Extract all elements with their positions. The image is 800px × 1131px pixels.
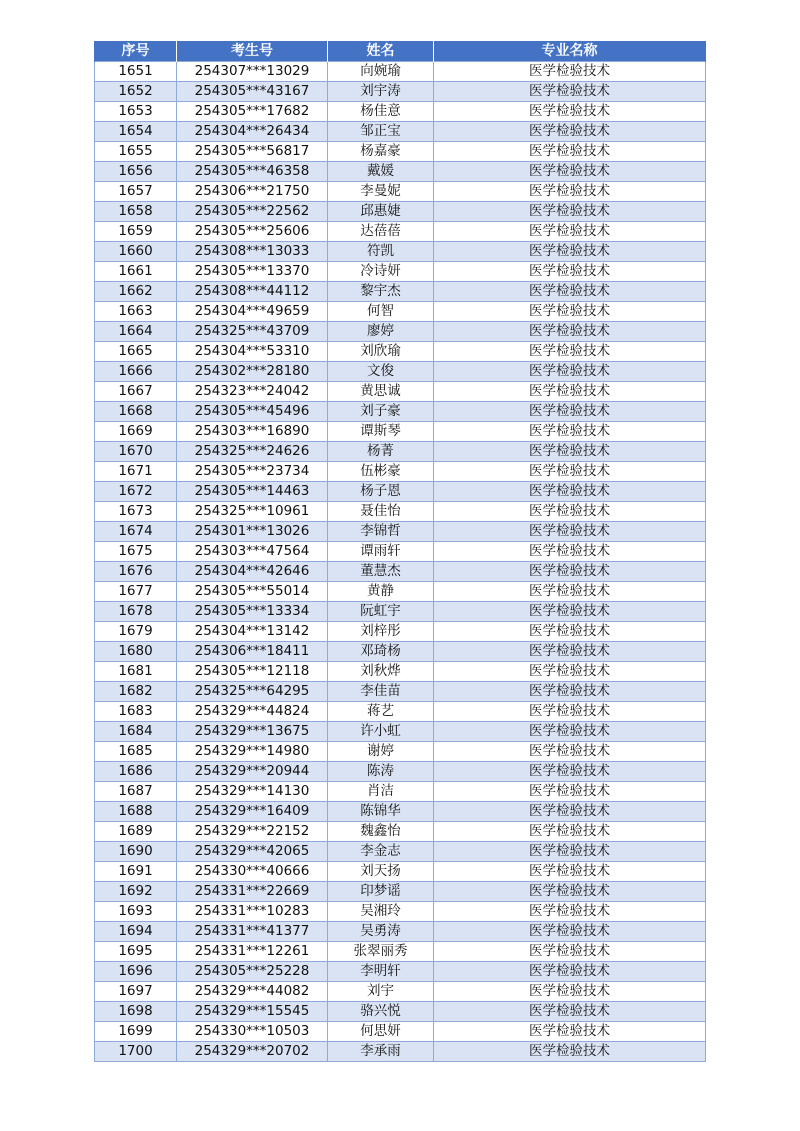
serial-number-cell: 1652 bbox=[95, 82, 177, 102]
major-cell: 医学检验技术 bbox=[434, 642, 706, 662]
candidate-number-cell: 254305***23734 bbox=[177, 462, 328, 482]
major-cell: 医学检验技术 bbox=[434, 142, 706, 162]
major-cell: 医学检验技术 bbox=[434, 882, 706, 902]
major-cell: 医学检验技术 bbox=[434, 402, 706, 422]
serial-number-cell: 1677 bbox=[95, 582, 177, 602]
table-row bbox=[95, 682, 706, 702]
major-cell: 医学检验技术 bbox=[434, 102, 706, 122]
table-header bbox=[95, 41, 706, 62]
candidate-number-cell: 254302***28180 bbox=[177, 362, 328, 382]
major-cell: 医学检验技术 bbox=[434, 602, 706, 622]
major-cell: 医学检验技术 bbox=[434, 262, 706, 282]
major-cell: 医学检验技术 bbox=[434, 82, 706, 102]
major-cell: 医学检验技术 bbox=[434, 902, 706, 922]
name-cell: 李承雨 bbox=[328, 1042, 434, 1062]
major-cell: 医学检验技术 bbox=[434, 322, 706, 342]
table-row bbox=[95, 242, 706, 262]
candidate-number-cell: 254329***14130 bbox=[177, 782, 328, 802]
candidate-number-cell: 254329***44824 bbox=[177, 702, 328, 722]
table-row bbox=[95, 882, 706, 902]
table-row bbox=[95, 622, 706, 642]
name-cell: 廖婷 bbox=[328, 322, 434, 342]
serial-number-cell: 1669 bbox=[95, 422, 177, 442]
serial-number-cell: 1666 bbox=[95, 362, 177, 382]
name-cell: 骆兴悦 bbox=[328, 1002, 434, 1022]
candidate-number-cell: 254323***24042 bbox=[177, 382, 328, 402]
candidate-number-cell: 254305***13370 bbox=[177, 262, 328, 282]
table-row bbox=[95, 982, 706, 1002]
name-cell: 杨子恩 bbox=[328, 482, 434, 502]
serial-number-cell: 1688 bbox=[95, 802, 177, 822]
header-serial-number: 序号 bbox=[95, 41, 177, 62]
table-row bbox=[95, 922, 706, 942]
major-cell: 医学检验技术 bbox=[434, 862, 706, 882]
candidate-number-cell: 254325***64295 bbox=[177, 682, 328, 702]
name-cell: 杨嘉豪 bbox=[328, 142, 434, 162]
serial-number-cell: 1660 bbox=[95, 242, 177, 262]
serial-number-cell: 1687 bbox=[95, 782, 177, 802]
name-cell: 魏鑫怡 bbox=[328, 822, 434, 842]
serial-number-cell: 1699 bbox=[95, 1022, 177, 1042]
name-cell: 谭斯琴 bbox=[328, 422, 434, 442]
name-cell: 达蓓蓓 bbox=[328, 222, 434, 242]
candidate-number-cell: 254308***13033 bbox=[177, 242, 328, 262]
major-cell: 医学检验技术 bbox=[434, 202, 706, 222]
name-cell: 李锦哲 bbox=[328, 522, 434, 542]
table-row bbox=[95, 222, 706, 242]
name-cell: 向婉瑜 bbox=[328, 62, 434, 82]
major-cell: 医学检验技术 bbox=[434, 482, 706, 502]
serial-number-cell: 1659 bbox=[95, 222, 177, 242]
candidate-number-cell: 254305***25228 bbox=[177, 962, 328, 982]
table-row bbox=[95, 122, 706, 142]
major-cell: 医学检验技术 bbox=[434, 942, 706, 962]
table-row bbox=[95, 202, 706, 222]
candidate-number-cell: 254329***16409 bbox=[177, 802, 328, 822]
major-cell: 医学检验技术 bbox=[434, 662, 706, 682]
name-cell: 杨佳意 bbox=[328, 102, 434, 122]
name-cell: 刘宇涛 bbox=[328, 82, 434, 102]
major-cell: 医学检验技术 bbox=[434, 822, 706, 842]
name-cell: 符凯 bbox=[328, 242, 434, 262]
table-row bbox=[95, 722, 706, 742]
name-cell: 吴湘玲 bbox=[328, 902, 434, 922]
major-cell: 医学检验技术 bbox=[434, 742, 706, 762]
candidate-number-cell: 254329***20944 bbox=[177, 762, 328, 782]
major-cell: 医学检验技术 bbox=[434, 122, 706, 142]
serial-number-cell: 1694 bbox=[95, 922, 177, 942]
major-cell: 医学检验技术 bbox=[434, 342, 706, 362]
name-cell: 文俊 bbox=[328, 362, 434, 382]
serial-number-cell: 1664 bbox=[95, 322, 177, 342]
serial-number-cell: 1653 bbox=[95, 102, 177, 122]
major-cell: 医学检验技术 bbox=[434, 462, 706, 482]
serial-number-cell: 1651 bbox=[95, 62, 177, 82]
table-row bbox=[95, 162, 706, 182]
serial-number-cell: 1676 bbox=[95, 562, 177, 582]
candidate-number-cell: 254325***10961 bbox=[177, 502, 328, 522]
table-row bbox=[95, 322, 706, 342]
serial-number-cell: 1685 bbox=[95, 742, 177, 762]
major-cell: 医学检验技术 bbox=[434, 522, 706, 542]
name-cell: 谢婷 bbox=[328, 742, 434, 762]
candidate-number-cell: 254329***14980 bbox=[177, 742, 328, 762]
table-body bbox=[95, 62, 706, 1062]
serial-number-cell: 1674 bbox=[95, 522, 177, 542]
table-row bbox=[95, 342, 706, 362]
serial-number-cell: 1673 bbox=[95, 502, 177, 522]
serial-number-cell: 1700 bbox=[95, 1042, 177, 1062]
table-row bbox=[95, 262, 706, 282]
name-cell: 伍彬豪 bbox=[328, 462, 434, 482]
name-cell: 蒋艺 bbox=[328, 702, 434, 722]
major-cell: 医学检验技术 bbox=[434, 842, 706, 862]
major-cell: 医学检验技术 bbox=[434, 162, 706, 182]
name-cell: 刘天扬 bbox=[328, 862, 434, 882]
name-cell: 何智 bbox=[328, 302, 434, 322]
candidate-number-cell: 254329***15545 bbox=[177, 1002, 328, 1022]
candidate-number-cell: 254325***24626 bbox=[177, 442, 328, 462]
name-cell: 李佳苗 bbox=[328, 682, 434, 702]
serial-number-cell: 1698 bbox=[95, 1002, 177, 1022]
serial-number-cell: 1678 bbox=[95, 602, 177, 622]
major-cell: 医学检验技术 bbox=[434, 182, 706, 202]
major-cell: 医学检验技术 bbox=[434, 502, 706, 522]
table-row bbox=[95, 862, 706, 882]
table-row bbox=[95, 302, 706, 322]
candidate-number-cell: 254303***16890 bbox=[177, 422, 328, 442]
table-row bbox=[95, 822, 706, 842]
serial-number-cell: 1667 bbox=[95, 382, 177, 402]
name-cell: 肖洁 bbox=[328, 782, 434, 802]
major-cell: 医学检验技术 bbox=[434, 802, 706, 822]
serial-number-cell: 1672 bbox=[95, 482, 177, 502]
name-cell: 李明轩 bbox=[328, 962, 434, 982]
candidate-number-cell: 254305***17682 bbox=[177, 102, 328, 122]
header-candidate-number: 考生号 bbox=[177, 41, 328, 62]
candidate-number-cell: 254305***46358 bbox=[177, 162, 328, 182]
candidate-number-cell: 254330***40666 bbox=[177, 862, 328, 882]
serial-number-cell: 1670 bbox=[95, 442, 177, 462]
serial-number-cell: 1689 bbox=[95, 822, 177, 842]
major-cell: 医学检验技术 bbox=[434, 62, 706, 82]
candidate-number-cell: 254329***22152 bbox=[177, 822, 328, 842]
major-cell: 医学检验技术 bbox=[434, 722, 706, 742]
table-row bbox=[95, 1002, 706, 1022]
name-cell: 杨菁 bbox=[328, 442, 434, 462]
major-cell: 医学检验技术 bbox=[434, 562, 706, 582]
candidate-number-cell: 254305***45496 bbox=[177, 402, 328, 422]
name-cell: 黄思诚 bbox=[328, 382, 434, 402]
name-cell: 陈涛 bbox=[328, 762, 434, 782]
candidate-number-cell: 254305***13334 bbox=[177, 602, 328, 622]
serial-number-cell: 1683 bbox=[95, 702, 177, 722]
name-cell: 戴媛 bbox=[328, 162, 434, 182]
major-cell: 医学检验技术 bbox=[434, 962, 706, 982]
name-cell: 吴勇涛 bbox=[328, 922, 434, 942]
name-cell: 刘梓彤 bbox=[328, 622, 434, 642]
major-cell: 医学检验技术 bbox=[434, 542, 706, 562]
major-cell: 医学检验技术 bbox=[434, 362, 706, 382]
major-cell: 医学检验技术 bbox=[434, 382, 706, 402]
candidate-number-cell: 254305***56817 bbox=[177, 142, 328, 162]
serial-number-cell: 1655 bbox=[95, 142, 177, 162]
admission-list-table bbox=[94, 41, 706, 1062]
major-cell: 医学检验技术 bbox=[434, 222, 706, 242]
major-cell: 医学检验技术 bbox=[434, 1002, 706, 1022]
serial-number-cell: 1695 bbox=[95, 942, 177, 962]
table-row bbox=[95, 422, 706, 442]
serial-number-cell: 1680 bbox=[95, 642, 177, 662]
serial-number-cell: 1696 bbox=[95, 962, 177, 982]
serial-number-cell: 1657 bbox=[95, 182, 177, 202]
serial-number-cell: 1682 bbox=[95, 682, 177, 702]
table-row bbox=[95, 1022, 706, 1042]
major-cell: 医学检验技术 bbox=[434, 622, 706, 642]
header-major: 专业名称 bbox=[434, 41, 706, 62]
major-cell: 医学检验技术 bbox=[434, 442, 706, 462]
table-row bbox=[95, 382, 706, 402]
candidate-number-cell: 254304***53310 bbox=[177, 342, 328, 362]
table-row bbox=[95, 842, 706, 862]
table-row bbox=[95, 802, 706, 822]
candidate-number-cell: 254305***12118 bbox=[177, 662, 328, 682]
name-cell: 谭雨轩 bbox=[328, 542, 434, 562]
serial-number-cell: 1697 bbox=[95, 982, 177, 1002]
table-row bbox=[95, 782, 706, 802]
candidate-number-cell: 254329***44082 bbox=[177, 982, 328, 1002]
name-cell: 黎宇杰 bbox=[328, 282, 434, 302]
name-cell: 刘子豪 bbox=[328, 402, 434, 422]
candidate-number-cell: 254329***20702 bbox=[177, 1042, 328, 1062]
header-row bbox=[95, 41, 706, 62]
candidate-number-cell: 254331***41377 bbox=[177, 922, 328, 942]
table-row bbox=[95, 902, 706, 922]
table-row bbox=[95, 522, 706, 542]
table-row bbox=[95, 1042, 706, 1062]
candidate-number-cell: 254331***22669 bbox=[177, 882, 328, 902]
serial-number-cell: 1686 bbox=[95, 762, 177, 782]
table-row bbox=[95, 502, 706, 522]
table-row bbox=[95, 542, 706, 562]
serial-number-cell: 1692 bbox=[95, 882, 177, 902]
candidate-number-cell: 254305***25606 bbox=[177, 222, 328, 242]
serial-number-cell: 1693 bbox=[95, 902, 177, 922]
table-row bbox=[95, 442, 706, 462]
table-row bbox=[95, 562, 706, 582]
major-cell: 医学检验技术 bbox=[434, 762, 706, 782]
name-cell: 刘秋烨 bbox=[328, 662, 434, 682]
serial-number-cell: 1675 bbox=[95, 542, 177, 562]
serial-number-cell: 1654 bbox=[95, 122, 177, 142]
serial-number-cell: 1691 bbox=[95, 862, 177, 882]
candidate-number-cell: 254305***22562 bbox=[177, 202, 328, 222]
major-cell: 医学检验技术 bbox=[434, 242, 706, 262]
table-row bbox=[95, 942, 706, 962]
serial-number-cell: 1668 bbox=[95, 402, 177, 422]
candidate-number-cell: 254304***26434 bbox=[177, 122, 328, 142]
name-cell: 李曼妮 bbox=[328, 182, 434, 202]
major-cell: 医学检验技术 bbox=[434, 582, 706, 602]
candidate-number-cell: 254329***42065 bbox=[177, 842, 328, 862]
major-cell: 医学检验技术 bbox=[434, 782, 706, 802]
candidate-number-cell: 254306***18411 bbox=[177, 642, 328, 662]
name-cell: 聂佳怡 bbox=[328, 502, 434, 522]
header-name: 姓名 bbox=[328, 41, 434, 62]
table-row bbox=[95, 602, 706, 622]
table-row bbox=[95, 62, 706, 82]
major-cell: 医学检验技术 bbox=[434, 282, 706, 302]
name-cell: 邱惠婕 bbox=[328, 202, 434, 222]
name-cell: 张翠丽秀 bbox=[328, 942, 434, 962]
serial-number-cell: 1679 bbox=[95, 622, 177, 642]
candidate-number-cell: 254330***10503 bbox=[177, 1022, 328, 1042]
table-row bbox=[95, 642, 706, 662]
major-cell: 医学检验技术 bbox=[434, 302, 706, 322]
table-row bbox=[95, 82, 706, 102]
name-cell: 陈锦华 bbox=[328, 802, 434, 822]
candidate-number-cell: 254331***12261 bbox=[177, 942, 328, 962]
serial-number-cell: 1671 bbox=[95, 462, 177, 482]
table-row bbox=[95, 182, 706, 202]
major-cell: 医学检验技术 bbox=[434, 682, 706, 702]
candidate-number-cell: 254306***21750 bbox=[177, 182, 328, 202]
name-cell: 黄静 bbox=[328, 582, 434, 602]
table-row bbox=[95, 582, 706, 602]
serial-number-cell: 1681 bbox=[95, 662, 177, 682]
table-row bbox=[95, 762, 706, 782]
serial-number-cell: 1661 bbox=[95, 262, 177, 282]
table-row bbox=[95, 362, 706, 382]
candidate-number-cell: 254303***47564 bbox=[177, 542, 328, 562]
name-cell: 邓琦杨 bbox=[328, 642, 434, 662]
major-cell: 医学检验技术 bbox=[434, 702, 706, 722]
table-row bbox=[95, 742, 706, 762]
major-cell: 医学检验技术 bbox=[434, 982, 706, 1002]
candidate-number-cell: 254304***13142 bbox=[177, 622, 328, 642]
name-cell: 董慧杰 bbox=[328, 562, 434, 582]
candidate-number-cell: 254305***55014 bbox=[177, 582, 328, 602]
candidate-number-cell: 254331***10283 bbox=[177, 902, 328, 922]
name-cell: 冷诗妍 bbox=[328, 262, 434, 282]
table-row bbox=[95, 282, 706, 302]
major-cell: 医学检验技术 bbox=[434, 422, 706, 442]
table-row bbox=[95, 662, 706, 682]
serial-number-cell: 1656 bbox=[95, 162, 177, 182]
table-row bbox=[95, 702, 706, 722]
candidate-number-cell: 254325***43709 bbox=[177, 322, 328, 342]
serial-number-cell: 1665 bbox=[95, 342, 177, 362]
table-row bbox=[95, 142, 706, 162]
name-cell: 刘宇 bbox=[328, 982, 434, 1002]
candidate-number-cell: 254305***43167 bbox=[177, 82, 328, 102]
name-cell: 印梦谣 bbox=[328, 882, 434, 902]
candidate-number-cell: 254301***13026 bbox=[177, 522, 328, 542]
name-cell: 李金志 bbox=[328, 842, 434, 862]
serial-number-cell: 1690 bbox=[95, 842, 177, 862]
candidate-number-cell: 254308***44112 bbox=[177, 282, 328, 302]
name-cell: 何思妍 bbox=[328, 1022, 434, 1042]
major-cell: 医学检验技术 bbox=[434, 1042, 706, 1062]
table-row bbox=[95, 482, 706, 502]
name-cell: 邹正宝 bbox=[328, 122, 434, 142]
table-row bbox=[95, 102, 706, 122]
serial-number-cell: 1684 bbox=[95, 722, 177, 742]
table-row bbox=[95, 962, 706, 982]
candidate-number-cell: 254329***13675 bbox=[177, 722, 328, 742]
candidate-number-cell: 254304***42646 bbox=[177, 562, 328, 582]
candidate-number-cell: 254304***49659 bbox=[177, 302, 328, 322]
name-cell: 许小虹 bbox=[328, 722, 434, 742]
table-row bbox=[95, 462, 706, 482]
serial-number-cell: 1663 bbox=[95, 302, 177, 322]
serial-number-cell: 1662 bbox=[95, 282, 177, 302]
name-cell: 刘欣瑜 bbox=[328, 342, 434, 362]
table-row bbox=[95, 402, 706, 422]
name-cell: 阮虹宇 bbox=[328, 602, 434, 622]
candidate-number-cell: 254305***14463 bbox=[177, 482, 328, 502]
major-cell: 医学检验技术 bbox=[434, 922, 706, 942]
serial-number-cell: 1658 bbox=[95, 202, 177, 222]
major-cell: 医学检验技术 bbox=[434, 1022, 706, 1042]
candidate-number-cell: 254307***13029 bbox=[177, 62, 328, 82]
